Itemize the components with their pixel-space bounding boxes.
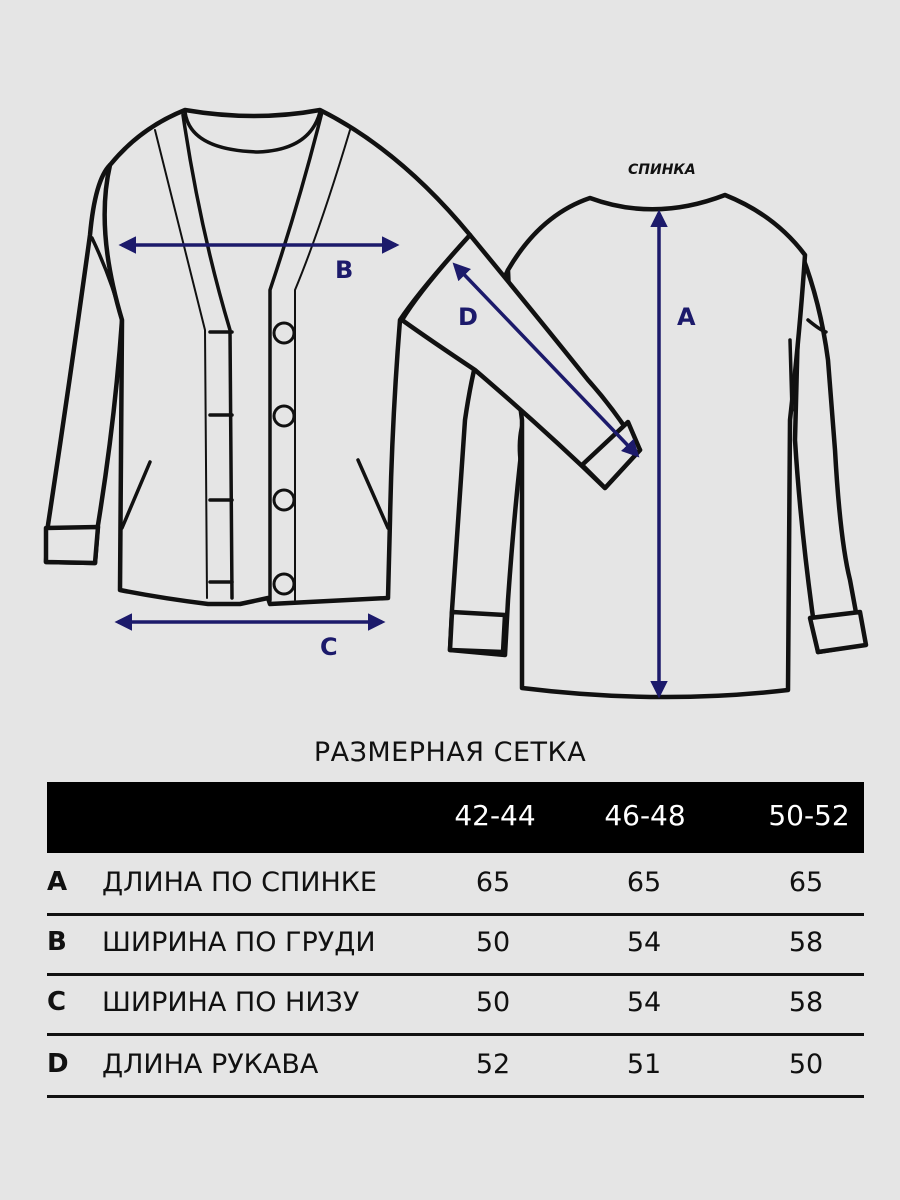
row-value: 58	[788, 987, 824, 1018]
row-code: B	[47, 927, 67, 957]
measure-label-b: B	[335, 256, 354, 284]
size-header-2: 46-48	[604, 799, 686, 832]
table-row	[47, 973, 864, 1036]
measure-label-c: C	[320, 633, 338, 661]
size-header-3: 50-52	[768, 799, 850, 832]
row-value: 54	[626, 987, 662, 1018]
measure-label-d: D	[458, 303, 478, 331]
row-value: 54	[626, 927, 662, 958]
row-value: 52	[475, 1049, 511, 1080]
row-value: 50	[475, 927, 511, 958]
row-value: 65	[475, 867, 511, 898]
row-value: 50	[788, 1049, 824, 1080]
row-label: ДЛИНА ПО СПИНКЕ	[102, 867, 377, 898]
row-value: 65	[626, 867, 662, 898]
row-code: A	[47, 867, 68, 897]
measure-label-a: A	[677, 303, 696, 331]
row-value: 58	[788, 927, 824, 958]
row-label: ДЛИНА РУКАВА	[102, 1049, 319, 1080]
row-value: 50	[475, 987, 511, 1018]
row-code: C	[47, 987, 67, 1017]
size-header-1: 42-44	[454, 799, 536, 832]
table-row	[47, 1035, 864, 1098]
table-row	[47, 913, 864, 976]
size-table-header	[47, 782, 864, 853]
row-label: ШИРИНА ПО ГРУДИ	[102, 927, 376, 958]
row-code: D	[47, 1049, 69, 1079]
row-value: 51	[626, 1049, 662, 1080]
back-view-label: СПИНКА	[628, 162, 696, 178]
size-chart-title: РАЗМЕРНАЯ СЕТКА	[313, 737, 587, 768]
row-label: ШИРИНА ПО НИЗУ	[102, 987, 360, 1018]
row-value: 65	[788, 867, 824, 898]
table-row	[47, 853, 864, 916]
